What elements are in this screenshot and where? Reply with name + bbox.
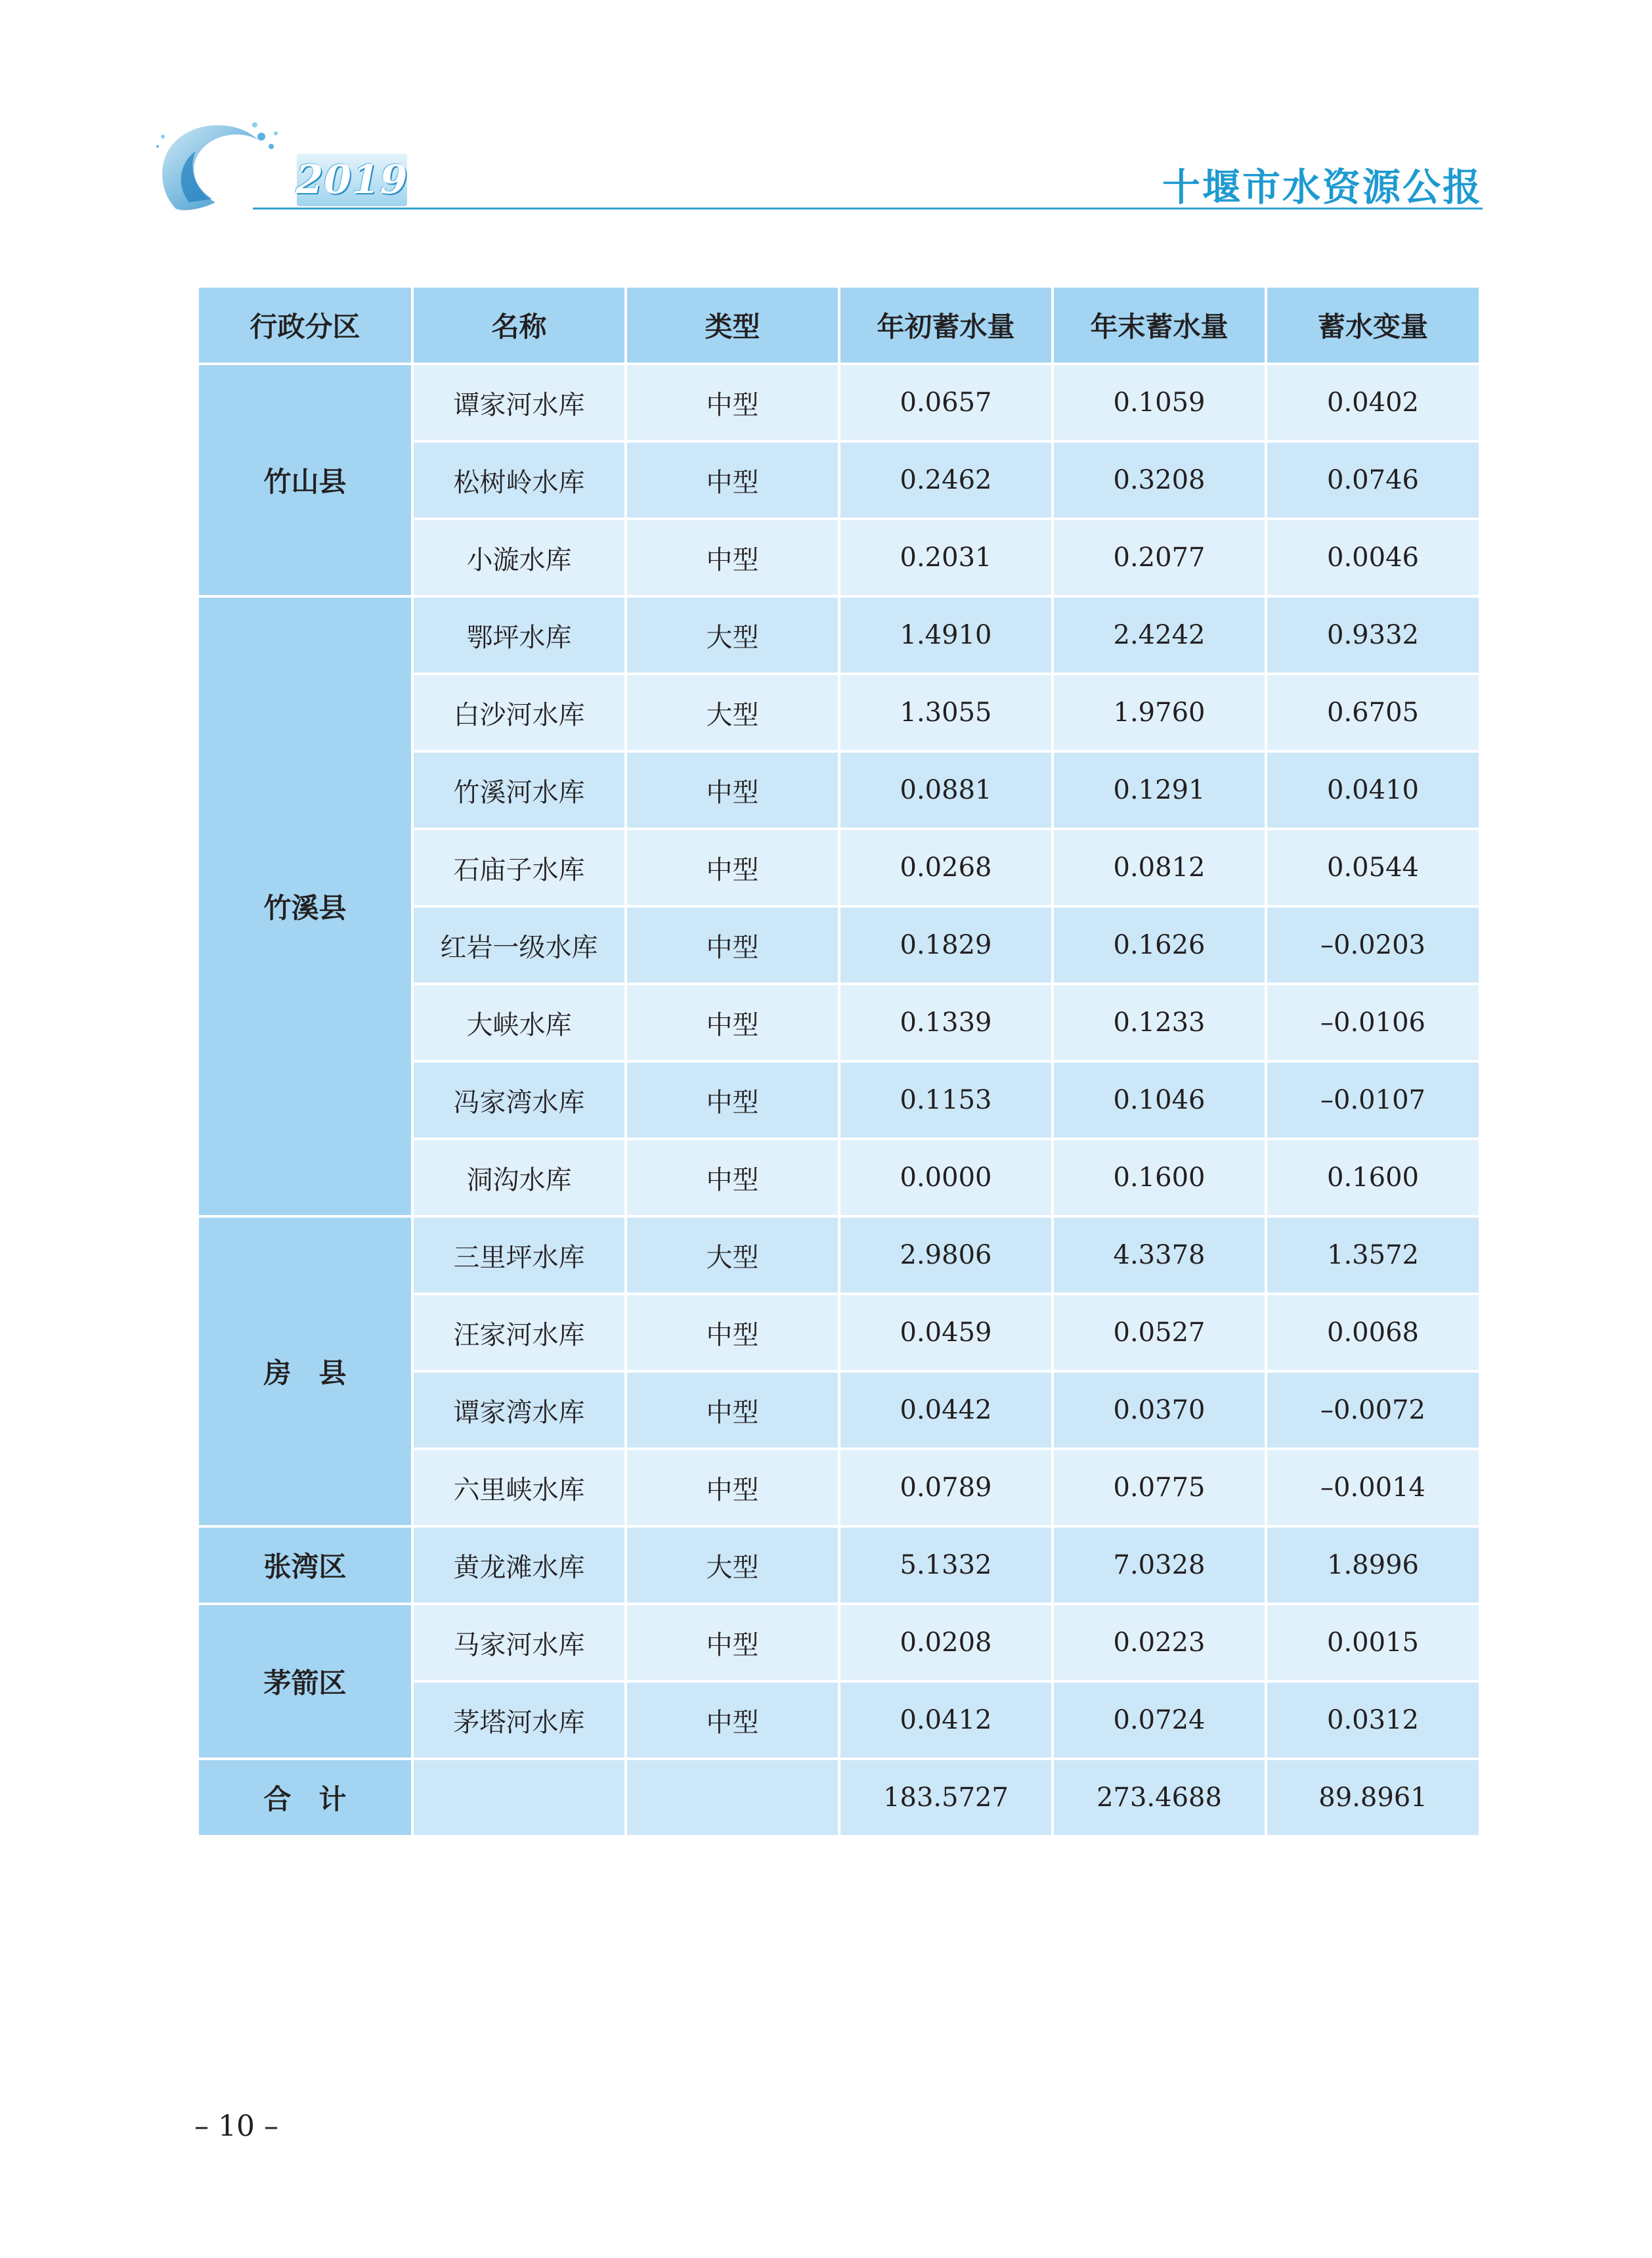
storage-change-cell: 1.8996 — [1266, 1526, 1480, 1604]
table-row — [199, 596, 1480, 674]
reservoir-type-cell: 大型 — [626, 1526, 839, 1604]
district-cell: 竹山县 — [199, 364, 412, 596]
end-storage-cell: 2.4242 — [1053, 596, 1266, 674]
end-storage-cell: 4.3378 — [1053, 1216, 1266, 1294]
end-storage-cell: 0.0775 — [1053, 1449, 1266, 1526]
table-row — [199, 364, 1480, 441]
end-storage-cell: 0.3208 — [1053, 441, 1266, 519]
reservoir-name-cell: 鄂坪水库 — [412, 596, 626, 674]
reservoir-type-cell: 大型 — [626, 674, 839, 751]
reservoir-type-cell: 中型 — [626, 1449, 839, 1526]
district-cell: 竹溪县 — [199, 596, 412, 1216]
reservoir-type-cell: 中型 — [626, 1371, 839, 1449]
end-storage-cell: 1.9760 — [1053, 674, 1266, 751]
col-header-district: 行政分区 — [199, 288, 412, 364]
storage-change-cell: –0.0106 — [1266, 984, 1480, 1061]
reservoir-storage-table — [199, 288, 1481, 1838]
end-storage-cell: 0.1600 — [1053, 1139, 1266, 1216]
start-storage-cell: 0.0208 — [839, 1604, 1053, 1681]
reservoir-type-cell: 中型 — [626, 519, 839, 596]
start-storage-cell: 1.3055 — [839, 674, 1053, 751]
start-storage-cell: 0.1153 — [839, 1061, 1053, 1139]
col-header-end-storage: 年末蓄水量 — [1053, 288, 1266, 364]
total-start-storage-cell: 183.5727 — [839, 1759, 1053, 1836]
storage-change-cell: 0.9332 — [1266, 596, 1480, 674]
district-cell: 张湾区 — [199, 1526, 412, 1604]
end-storage-cell: 0.0812 — [1053, 829, 1266, 906]
end-storage-cell: 0.1046 — [1053, 1061, 1266, 1139]
reservoir-type-cell: 中型 — [626, 1681, 839, 1759]
reservoir-type-cell: 中型 — [626, 984, 839, 1061]
reservoir-name-cell: 三里坪水库 — [412, 1216, 626, 1294]
storage-change-cell: 0.0312 — [1266, 1681, 1480, 1759]
start-storage-cell: 0.1829 — [839, 906, 1053, 984]
storage-change-cell: 0.0746 — [1266, 441, 1480, 519]
end-storage-cell: 0.0527 — [1053, 1294, 1266, 1371]
end-storage-cell: 0.2077 — [1053, 519, 1266, 596]
district-cell: 房 县 — [199, 1216, 412, 1526]
storage-change-cell: 0.6705 — [1266, 674, 1480, 751]
reservoir-name-cell: 竹溪河水库 — [412, 751, 626, 829]
reservoir-name-cell: 石庙子水库 — [412, 829, 626, 906]
start-storage-cell: 0.0442 — [839, 1371, 1053, 1449]
reservoir-type-cell: 中型 — [626, 441, 839, 519]
storage-change-cell: 0.0015 — [1266, 1604, 1480, 1681]
reservoir-type-cell: 中型 — [626, 364, 839, 441]
start-storage-cell: 0.0000 — [839, 1139, 1053, 1216]
total-row — [199, 1759, 1480, 1836]
district-cell: 茅箭区 — [199, 1604, 412, 1759]
col-header-storage-change: 蓄水变量 — [1266, 288, 1480, 364]
end-storage-cell: 0.1626 — [1053, 906, 1266, 984]
reservoir-type-cell: 中型 — [626, 906, 839, 984]
end-storage-cell: 0.1291 — [1053, 751, 1266, 829]
end-storage-cell: 0.0724 — [1053, 1681, 1266, 1759]
reservoir-name-cell: 大峡水库 — [412, 984, 626, 1061]
table-row — [199, 1216, 1480, 1294]
storage-change-cell: –0.0107 — [1266, 1061, 1480, 1139]
end-storage-cell: 0.0223 — [1053, 1604, 1266, 1681]
reservoir-name-cell: 小漩水库 — [412, 519, 626, 596]
table-body — [199, 364, 1480, 1836]
reservoir-name-cell: 洞沟水库 — [412, 1139, 626, 1216]
storage-change-cell: 0.1600 — [1266, 1139, 1480, 1216]
table-header-row — [199, 288, 1480, 364]
reservoir-name-cell: 冯家湾水库 — [412, 1061, 626, 1139]
total-label-cell: 合 计 — [199, 1759, 412, 1836]
table-row — [199, 1526, 1480, 1604]
start-storage-cell: 0.1339 — [839, 984, 1053, 1061]
col-header-start-storage: 年初蓄水量 — [839, 288, 1053, 364]
reservoir-type-cell: 中型 — [626, 1604, 839, 1681]
reservoir-type-cell: 中型 — [626, 1139, 839, 1216]
report-year-badge: 2019 — [297, 154, 407, 206]
storage-change-cell: 1.3572 — [1266, 1216, 1480, 1294]
start-storage-cell: 0.0459 — [839, 1294, 1053, 1371]
storage-change-cell: –0.0014 — [1266, 1449, 1480, 1526]
total-type-cell — [626, 1759, 839, 1836]
end-storage-cell: 0.0370 — [1053, 1371, 1266, 1449]
start-storage-cell: 0.0268 — [839, 829, 1053, 906]
start-storage-cell: 0.0881 — [839, 751, 1053, 829]
storage-change-cell: 0.0544 — [1266, 829, 1480, 906]
storage-change-cell: –0.0203 — [1266, 906, 1480, 984]
start-storage-cell: 0.2462 — [839, 441, 1053, 519]
reservoir-name-cell: 六里峡水库 — [412, 1449, 626, 1526]
reservoir-name-cell: 谭家河水库 — [412, 364, 626, 441]
reservoir-name-cell: 茅塔河水库 — [412, 1681, 626, 1759]
storage-change-cell: 0.0046 — [1266, 519, 1480, 596]
start-storage-cell: 0.0657 — [839, 364, 1053, 441]
storage-change-cell: 0.0068 — [1266, 1294, 1480, 1371]
start-storage-cell: 0.2031 — [839, 519, 1053, 596]
start-storage-cell: 1.4910 — [839, 596, 1053, 674]
start-storage-cell: 2.9806 — [839, 1216, 1053, 1294]
col-header-name: 名称 — [412, 288, 626, 364]
reservoir-type-cell: 大型 — [626, 596, 839, 674]
end-storage-cell: 0.1233 — [1053, 984, 1266, 1061]
end-storage-cell: 7.0328 — [1053, 1526, 1266, 1604]
reservoir-type-cell: 大型 — [626, 1216, 839, 1294]
reservoir-name-cell: 谭家湾水库 — [412, 1371, 626, 1449]
start-storage-cell: 0.0789 — [839, 1449, 1053, 1526]
col-header-type: 类型 — [626, 288, 839, 364]
storage-change-cell: 0.0402 — [1266, 364, 1480, 441]
start-storage-cell: 5.1332 — [839, 1526, 1053, 1604]
total-end-storage-cell: 273.4688 — [1053, 1759, 1266, 1836]
total-storage-change-cell: 89.8961 — [1266, 1759, 1480, 1836]
end-storage-cell: 0.1059 — [1053, 364, 1266, 441]
storage-change-cell: –0.0072 — [1266, 1371, 1480, 1449]
reservoir-type-cell: 中型 — [626, 751, 839, 829]
reservoir-name-cell: 松树岭水库 — [412, 441, 626, 519]
reservoir-name-cell: 红岩一级水库 — [412, 906, 626, 984]
page-number: – 10 – — [194, 2110, 278, 2143]
storage-change-cell: 0.0410 — [1266, 751, 1480, 829]
report-title: 十堰市水资源公报 — [1162, 165, 1483, 210]
total-name-cell — [412, 1759, 626, 1836]
reservoir-type-cell: 中型 — [626, 1061, 839, 1139]
reservoir-type-cell: 中型 — [626, 829, 839, 906]
reservoir-name-cell: 白沙河水库 — [412, 674, 626, 751]
reservoir-name-cell: 马家河水库 — [412, 1604, 626, 1681]
start-storage-cell: 0.0412 — [839, 1681, 1053, 1759]
reservoir-name-cell: 黄龙滩水库 — [412, 1526, 626, 1604]
water-wave-logo — [150, 110, 288, 222]
reservoir-type-cell: 中型 — [626, 1294, 839, 1371]
reservoir-name-cell: 汪家河水库 — [412, 1294, 626, 1371]
table-row — [199, 1604, 1480, 1681]
